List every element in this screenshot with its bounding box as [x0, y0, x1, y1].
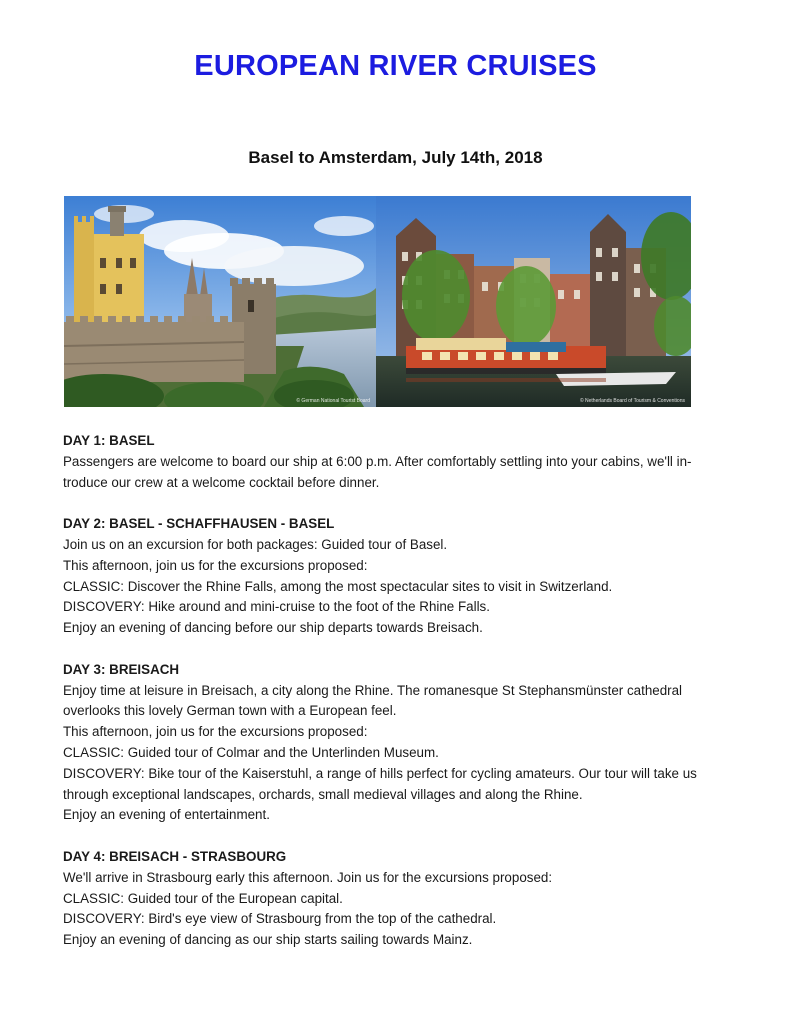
day-text-line: This afternoon, join us for the excursions proposed:: [63, 557, 368, 573]
document-subtitle: Basel to Amsterdam, July 14th, 2018: [248, 148, 543, 167]
photo-strip: [64, 196, 691, 407]
day-text-line: DISCOVERY: Bird's eye view of Strasbourg from the top of the cathedral.: [63, 911, 497, 927]
day-text-line: DISCOVERY: Bike tour of the Kaiserstuhl, a range of hills perfect for cycling amateurs. Our tour will take us: [63, 765, 697, 781]
day-text-line: Join us on an excursion for both packages: Guided tour of Basel.: [63, 536, 448, 552]
day-text-line: troduce our crew at a welcome cocktail before dinner.: [63, 474, 380, 490]
document-title: EUROPEAN RIVER CRUISES: [194, 50, 597, 82]
day-text-line: We'll arrive in Strasbourg early this afternoon. Join us for the excursions proposed:: [63, 869, 553, 885]
day-text-line: CLASSIC: Guided tour of the European capital.: [63, 890, 343, 906]
day-section: [63, 514, 743, 639]
day-text-line: Enjoy time at leisure in Breisach, a city along the Rhine. The romanesque St Stephansmünster cathedral: [63, 682, 683, 698]
itinerary: [63, 431, 743, 972]
day-text-line: Passengers are welcome to board our ship at 6:00 p.m. After comfortably settling into your cabins, we'll in-: [63, 453, 692, 469]
day-heading: DAY 1: BASEL: [63, 433, 155, 448]
day-text-line: CLASSIC: Discover the Rhine Falls, among the most spectacular sites to visit in Switzerland.: [63, 578, 613, 594]
day-text-line: CLASSIC: Guided tour of Colmar and the Unterlinden Museum.: [63, 744, 439, 760]
amsterdam-canal-photo: [376, 196, 691, 407]
photo-credit-right: © Netherlands Board of Tourism & Conventions: [579, 398, 685, 404]
day-text-line: Enjoy an evening of dancing as our ship starts sailing towards Mainz.: [63, 932, 473, 948]
day-text-line: overlooks this lovely German town with a European feel.: [63, 703, 397, 719]
day-text-line: through exceptional landscapes, orchards, small medieval villages and along the Rhine.: [63, 786, 583, 802]
day-section: [63, 847, 743, 951]
day-text-line: Enjoy an evening of entertainment.: [63, 807, 270, 823]
day-heading: DAY 3: BREISACH: [63, 661, 180, 677]
day-section: [63, 660, 743, 826]
day-heading: DAY 2: BASEL - SCHAFFHAUSEN - BASEL: [63, 516, 335, 532]
day-section: [63, 431, 743, 493]
day-text-line: DISCOVERY: Hike around and mini-cruise to the foot of the Rhine Falls.: [63, 599, 490, 615]
photo-credit-left: © German National Tourist Board: [296, 398, 370, 404]
day-heading: DAY 4: BREISACH - STRASBOURG: [63, 848, 287, 864]
day-text-line: Enjoy an evening of dancing before our ship departs towards Breisach.: [63, 620, 483, 636]
day-text-line: This afternoon, join us for the excursions proposed:: [63, 724, 368, 740]
rhine-castle-photo: [64, 196, 376, 407]
